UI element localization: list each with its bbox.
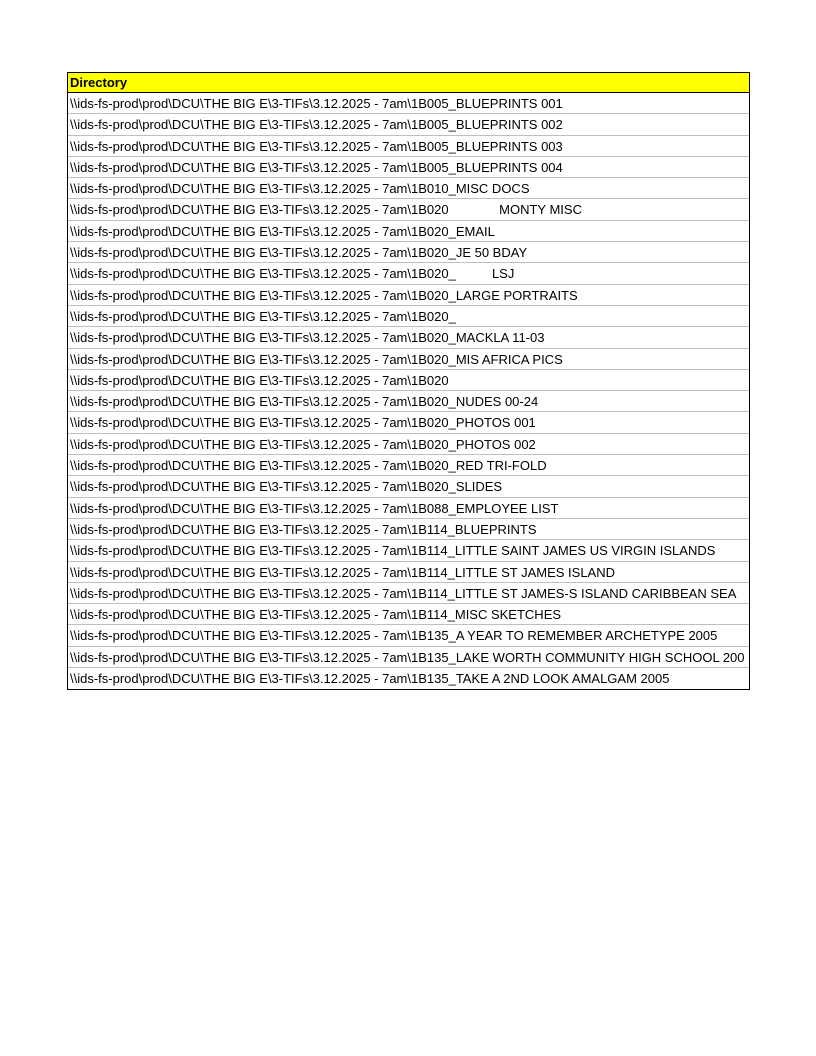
directory-row: \\ids-fs-prod\prod\DCU\THE BIG E\3-TIFs\3.12.2025 - 7am\1B114_BLUEPRINTS xyxy=(68,519,749,540)
directory-row: \\ids-fs-prod\prod\DCU\THE BIG E\3-TIFs\3.12.2025 - 7am\1B010_MISC DOCS xyxy=(68,178,749,199)
directory-row: \\ids-fs-prod\prod\DCU\THE BIG E\3-TIFs\3.12.2025 - 7am\1B020 xyxy=(68,370,749,391)
directory-row: \\ids-fs-prod\prod\DCU\THE BIG E\3-TIFs\3.12.2025 - 7am\1B114_LITTLE ST JAMES-S ISLAND CARIBBEAN SEA xyxy=(68,583,749,604)
directory-row: \\ids-fs-prod\prod\DCU\THE BIG E\3-TIFs\3.12.2025 - 7am\1B020_LARGE PORTRAITS xyxy=(68,285,749,306)
directory-row: \\ids-fs-prod\prod\DCU\THE BIG E\3-TIFs\3.12.2025 - 7am\1B020_NUDES 00-24 xyxy=(68,391,749,412)
directory-row: \\ids-fs-prod\prod\DCU\THE BIG E\3-TIFs\3.12.2025 - 7am\1B114_MISC SKETCHES xyxy=(68,604,749,625)
directory-row: \\ids-fs-prod\prod\DCU\THE BIG E\3-TIFs\3.12.2025 - 7am\1B020_PHOTOS 001 xyxy=(68,412,749,433)
directory-row: \\ids-fs-prod\prod\DCU\THE BIG E\3-TIFs\3.12.2025 - 7am\1B020_EMAIL xyxy=(68,221,749,242)
directory-row: \\ids-fs-prod\prod\DCU\THE BIG E\3-TIFs\3.12.2025 - 7am\1B020_ xyxy=(68,306,749,327)
directory-row: \\ids-fs-prod\prod\DCU\THE BIG E\3-TIFs\3.12.2025 - 7am\1B005_BLUEPRINTS 002 xyxy=(68,114,749,135)
directory-row: \\ids-fs-prod\prod\DCU\THE BIG E\3-TIFs\3.12.2025 - 7am\1B135_LAKE WORTH COMMUNITY HIGH SCHOOL 200 xyxy=(68,647,749,668)
directory-row: \\ids-fs-prod\prod\DCU\THE BIG E\3-TIFs\3.12.2025 - 7am\1B135_TAKE A 2ND LOOK AMALGAM 2005 xyxy=(70,671,670,687)
directory-row: \\ids-fs-prod\prod\DCU\THE BIG E\3-TIFs\3.12.2025 - 7am\1B020_PHOTOS 002 xyxy=(68,434,749,455)
directory-row: \\ids-fs-prod\prod\DCU\THE BIG E\3-TIFs\3.12.2025 - 7am\1B020_RED TRI-FOLD xyxy=(68,455,749,476)
directory-row: \\ids-fs-prod\prod\DCU\THE BIG E\3-TIFs\3.12.2025 - 7am\1B005_BLUEPRINTS 003 xyxy=(68,136,749,157)
directory-row: \\ids-fs-prod\prod\DCU\THE BIG E\3-TIFs\3.12.2025 - 7am\1B114_LITTLE SAINT JAMES US VIRGIN ISLANDS xyxy=(68,540,749,561)
directory-rows xyxy=(68,93,749,689)
directory-row: \\ids-fs-prod\prod\DCU\THE BIG E\3-TIFs\3.12.2025 - 7am\1B020 MONTY MISC xyxy=(68,199,749,220)
directory-header: Directory xyxy=(68,73,749,93)
directory-row: \\ids-fs-prod\prod\DCU\THE BIG E\3-TIFs\3.12.2025 - 7am\1B020_ LSJ xyxy=(68,263,749,284)
directory-row: \\ids-fs-prod\prod\DCU\THE BIG E\3-TIFs\3.12.2025 - 7am\1B088_EMPLOYEE LIST xyxy=(68,498,749,519)
directory-row: \\ids-fs-prod\prod\DCU\THE BIG E\3-TIFs\3.12.2025 - 7am\1B005_BLUEPRINTS 001 xyxy=(68,93,749,114)
directory-row: \\ids-fs-prod\prod\DCU\THE BIG E\3-TIFs\3.12.2025 - 7am\1B020_JE 50 BDAY xyxy=(68,242,749,263)
directory-row: \\ids-fs-prod\prod\DCU\THE BIG E\3-TIFs\3.12.2025 - 7am\1B135_A YEAR TO REMEMBER ARCHETYPE 2005 xyxy=(68,625,749,646)
directory-row: \\ids-fs-prod\prod\DCU\THE BIG E\3-TIFs\3.12.2025 - 7am\1B114_LITTLE ST JAMES ISLAND xyxy=(68,562,749,583)
directory-table xyxy=(67,72,750,690)
directory-row: \\ids-fs-prod\prod\DCU\THE BIG E\3-TIFs\3.12.2025 - 7am\1B020_SLIDES xyxy=(68,476,749,497)
directory-row: \\ids-fs-prod\prod\DCU\THE BIG E\3-TIFs\3.12.2025 - 7am\1B020_MIS AFRICA PICS xyxy=(68,349,749,370)
directory-row: \\ids-fs-prod\prod\DCU\THE BIG E\3-TIFs\3.12.2025 - 7am\1B020_MACKLA 11-03 xyxy=(68,327,749,348)
directory-row: \\ids-fs-prod\prod\DCU\THE BIG E\3-TIFs\3.12.2025 - 7am\1B005_BLUEPRINTS 004 xyxy=(68,157,749,178)
